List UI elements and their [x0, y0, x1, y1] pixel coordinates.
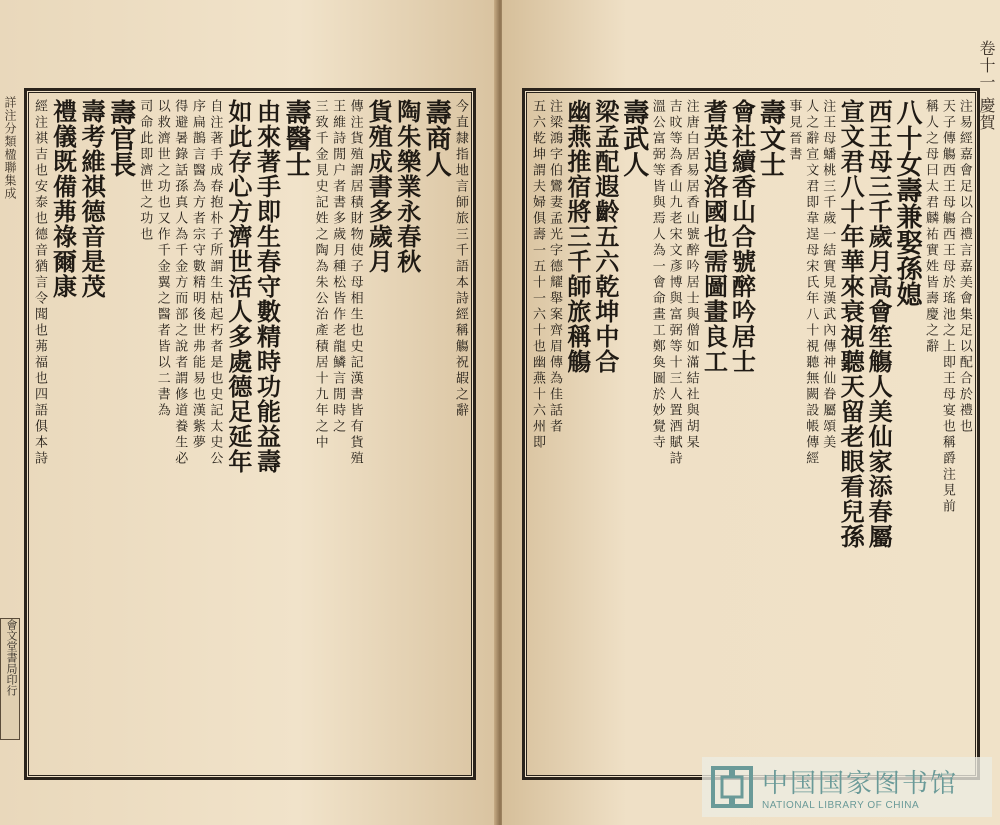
heading-column: 壽文士	[755, 99, 786, 177]
couplet-column: 陶朱樂業永春秋	[392, 99, 422, 274]
right-text-frame	[522, 88, 980, 780]
heading-column: 八十女壽兼娶孫媳	[892, 99, 922, 307]
library-watermark	[702, 757, 992, 817]
couplet-column: 幽燕推宿將三千師旅稱觴	[562, 99, 592, 374]
left-edge-title: 詳注分類楹聯集成	[3, 96, 17, 200]
annotation-column: 注易經嘉會足以合禮言嘉美會集足以配合於禮也	[956, 99, 972, 435]
couplet-column: 壽考維祺德音是茂	[77, 99, 107, 299]
couplet-column: 梁孟配遐齡五六乾坤中合	[590, 99, 620, 374]
annotation-column: 經注祺吉也安泰也德音猶言令聞也茀福也四語俱本詩	[32, 99, 47, 467]
left-text-frame	[24, 88, 476, 780]
annotation-column: 五六乾坤謂夫婦俱壽一五十一六十也幽燕十六州即	[530, 99, 545, 451]
annotation-column: 今直隸指地言師旅三千語本詩經稱觴祝嘏之辭	[452, 99, 468, 419]
couplet-column: 由來著手即生春守數精時功能益壽	[252, 99, 282, 474]
annotation-column: 司命此即濟世之功也	[137, 99, 153, 243]
publisher-imprint: 會文堂書局印行	[0, 618, 20, 740]
left-columns	[33, 99, 467, 769]
couplet-column: 會社續香山合號醉吟居士	[727, 99, 757, 374]
couplet-column: 宣文君八十年華來衰視聽天留老眼看兒孫	[836, 99, 866, 549]
right-edge-title: 卷十一 慶賀	[977, 40, 996, 132]
annotation-column: 人之辭宣文君即韋逞母宋氏年八十視聽無闕設帳傳經	[803, 99, 819, 467]
annotation-column: 序扁鵲言醫為方者宗守數精明後世弗能易也漢紫夢	[189, 99, 205, 451]
annotation-column: 溫公富弼等皆與焉人為一會命畫工鄭奐圖於妙覺寺	[649, 99, 665, 451]
library-seal-icon	[710, 765, 754, 809]
couplet-column: 西王母三千歲月高會笙觴人美仙家添春屬	[864, 99, 894, 549]
couplet-column: 貨殖成書多歲月	[364, 99, 394, 274]
right-page	[502, 0, 1000, 825]
annotation-column: 稱人之母曰太君麟祐實姓皆壽慶之辭	[922, 99, 938, 355]
heading-column: 壽商人	[421, 99, 452, 177]
right-columns	[531, 99, 971, 769]
heading-column: 壽武人	[618, 99, 649, 177]
watermark-chinese: 中国国家图书馆	[762, 769, 959, 799]
couplet-column: 如此存心方濟世活人多處德足延年	[223, 99, 253, 474]
heading-column: 壽醫士	[281, 99, 312, 177]
annotation-column: 事見晉書	[786, 99, 802, 163]
annotation-column: 吉旼等為香山九老宋文彥博與富弼等十三人置酒賦詩	[666, 99, 682, 467]
annotation-column: 三致千金見史記姓之陶為朱公治產積居十九年之中	[312, 99, 328, 451]
heading-column: 壽官長	[105, 99, 136, 177]
annotation-column: 以救濟世之功也又作千金翼之醫者皆以二書為	[154, 99, 170, 419]
annotation-column: 傳注貨殖謂居積財物使子母相生也史記漢書皆有貨殖	[347, 99, 363, 467]
annotation-column: 注梁鴻字伯鸞妻孟光字德耀舉案齊眉傳為佳話者	[546, 99, 562, 435]
couplet-column: 禮儀既備茀祿爾康	[48, 99, 78, 299]
watermark-english: NATIONAL LIBRARY OF CHINA	[762, 800, 920, 811]
annotation-column: 王維詩閒户者書多歲月種松皆作老龍鱗言閒時之	[330, 99, 346, 435]
annotation-column: 自注著手成春抱朴子所謂生枯起朽者是也史記太史公	[207, 99, 223, 467]
annotation-column: 天子傳觴西王母觴西王母於瑤池之上即王母宴也稱爵注見前	[939, 99, 955, 515]
annotation-column: 注唐白居易居香山號醉吟居士與僧如滿結社與胡杲	[683, 99, 699, 451]
annotation-column: 注王母蟠桃三千歲一結實見漢武內傳神仙眷屬頌美	[820, 99, 836, 451]
left-page	[0, 0, 498, 825]
annotation-column: 得避暑錄話孫真人為千金方而部之說者謂修道養生必	[172, 99, 188, 467]
couplet-column: 耆英追洛國也需圖畫良工	[699, 99, 729, 374]
